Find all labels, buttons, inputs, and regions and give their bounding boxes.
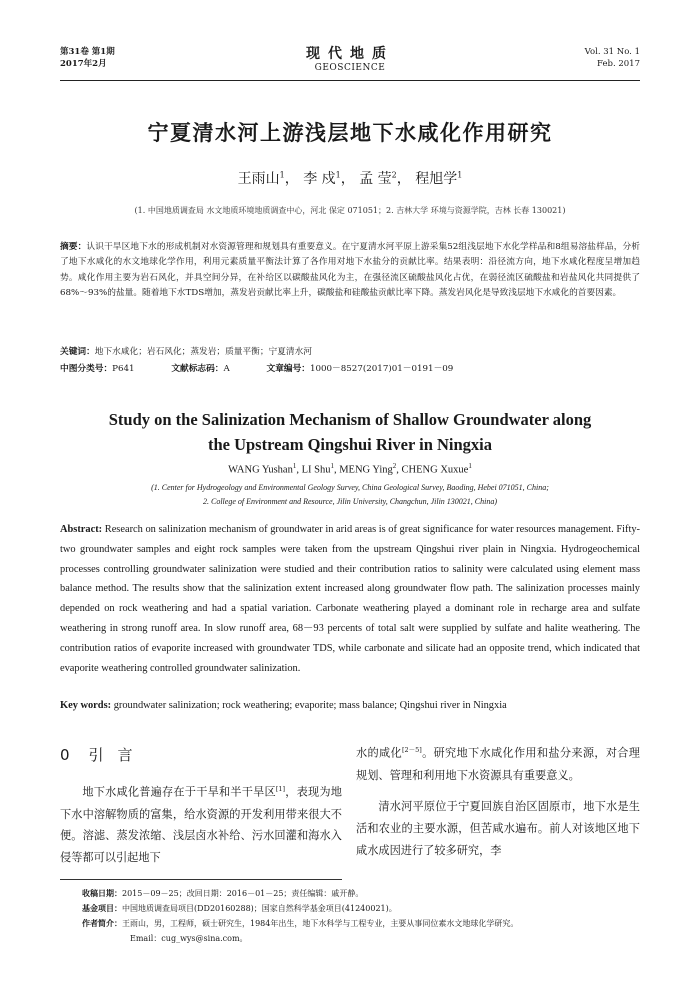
clc-value: P641 — [112, 364, 135, 374]
paper-title-en-line2: the Upstream Qingshui River in Ningxia — [207, 435, 493, 454]
header-volume: 第31卷 第1期 — [60, 47, 115, 57]
abstract-en-text: Research on salinization mechanism of groundwater in arid areas is of great significance for water resources management. Fifty-two groundwater samples and eight rock samples were taken from the upstream Qingshui river plain in Ningxia. Hydrogeochemical processes controlling groundwater salinization were studied and their contribution ratios to salinity were calculated using element mass balance method. The results show that the salinization extent increased along groundwater flow path. The salinization processes mainly depended on rock weathering and had a spatial variation. Carbonate weathering played a dominant role in recharge area and sulfate weathering in strong runoff area. In slow runoff area, 68－93 percents of total salt were supplied by sulfate and halite weathering. The contribution ratios of evaporite increased with groundwater TDS, while carbonate and silicate had an opposite trend, which indicated that evaporite weathering controlled groundwater salinization. — [60, 524, 640, 674]
body-text-run: 水的咸化 — [356, 746, 402, 760]
affiliation-en — [60, 481, 640, 508]
paper-title-en-line1: Study on the Salinization Mechanism of Shallow Groundwater along — [108, 410, 592, 429]
abstract-cn — [60, 240, 640, 302]
author-affil-mark: 1 — [279, 170, 285, 180]
footnote-rule — [60, 879, 342, 880]
keywords-cn-text: 地下水咸化；岩石风化；蒸发岩；质量平衡；宁夏清水河 — [94, 347, 312, 357]
body-paragraph: 清水河平原位于宁夏回族自治区固原市，地下水是生活和农业的主要水源，但苦咸水遍布。前人对该地区地下咸水成因进行了较多研究，李 — [356, 800, 640, 857]
abstract-en-label: Abstract: — [60, 524, 103, 535]
header-date-en: Feb. 2017 — [597, 59, 640, 69]
footnote-email: Email：cug_wys@sina.com。 — [130, 934, 248, 943]
footnote-received-label: 收稿日期： — [82, 888, 122, 898]
body-text-run: 地下水咸化普遍存在于干旱和半干旱区 — [82, 785, 276, 799]
author-affil-mark: 1 — [335, 170, 341, 180]
author-cn: 孟 莹 — [359, 171, 392, 187]
article-number-value: 1000－8527(2017)01－0191－09 — [309, 364, 454, 374]
author-en: LI Shu — [301, 464, 331, 476]
citation: [2－5] — [401, 746, 422, 754]
author-en: MENG Ying — [339, 464, 393, 476]
footnote-author — [82, 916, 640, 931]
footnote-received-text: 2015－09－25；改回日期：2016－01－25；责任编辑：戚开静。 — [122, 889, 364, 898]
author-affil-mark: 1 — [468, 462, 472, 470]
section-number: 0 — [60, 746, 71, 764]
author-en: CHENG Xuxue — [401, 464, 469, 476]
section-heading — [60, 744, 342, 765]
author-affil-mark: 1 — [457, 170, 463, 180]
journal-name-cn: 现代地质 — [306, 46, 394, 62]
abstract-en — [60, 520, 640, 678]
body-paragraph — [60, 779, 342, 869]
footnote-received — [82, 886, 640, 901]
body-paragraph — [356, 740, 640, 786]
header-issue-info-en — [585, 46, 640, 70]
author-en: WANG Yushan — [228, 464, 293, 476]
section-title: 引言 — [88, 746, 147, 764]
author-affil-mark: 2 — [392, 462, 397, 470]
article-number-label: 文章编号： — [266, 364, 310, 374]
journal-name — [60, 46, 640, 75]
affiliation-cn: (1. 中国地质调查局 水文地质环境地质调查中心，河北 保定 071051；2. 吉林大学 环境与资源学院，吉林 长春 130021) — [134, 206, 566, 215]
keywords-en — [60, 697, 640, 715]
affiliation-en-line2: 2. College of Environment and Resource, Jilin University, Changchun, Jilin 130021, China) — [202, 496, 498, 506]
paper-title-cn: 宁夏清水河上游浅层地下水咸化作用研究 — [147, 121, 553, 145]
body-column-right — [356, 740, 640, 862]
footnotes — [82, 886, 640, 946]
doc-code-value: A — [223, 364, 230, 374]
author-affil-mark: 1 — [330, 462, 334, 470]
footnote-fund-text: 中国地质调查局项目(DD20160288)；国家自然科学基金项目(41240021)。 — [122, 904, 397, 913]
abstract-cn-label: 摘要： — [60, 242, 87, 252]
body-column-left — [60, 744, 342, 869]
keywords-cn-label: 关键词： — [60, 347, 95, 357]
header-rule — [60, 80, 640, 81]
header-volume-en: Vol. 31 No. 1 — [584, 47, 640, 57]
citation: [1] — [275, 785, 286, 793]
keywords-en-label: Key words: — [60, 700, 112, 711]
author-cn: 程旭学 — [415, 171, 458, 187]
classification-row — [60, 362, 640, 377]
body-text-run: ，表现为地下水中溶解物质的富集，给水资源的开发利用带来很大不便。溶滤、蒸发浓缩、浅层卤水补给、污水回灌和海水入侵等都可以引起地下 — [60, 785, 342, 865]
header-date: 2017年2月 — [60, 59, 107, 69]
keywords-cn — [60, 345, 640, 360]
paper-title-en — [60, 407, 640, 457]
doc-code-label: 文献标志码： — [171, 364, 224, 374]
author-affil-mark: 2 — [391, 170, 397, 180]
keywords-en-text: groundwater salinization; rock weathering; evaporite; mass balance; Qingshui river in Ningxia — [113, 700, 507, 711]
author-list-cn: 王雨山$^1$， 李 戍$^1$， 孟 莹$^2$， 程旭学$^1$ — [237, 170, 463, 187]
footnote-author-label: 作者简介： — [82, 918, 122, 928]
journal-name-en: GEOSCIENCE — [314, 63, 386, 73]
author-cn: 李 戍 — [303, 171, 336, 187]
footnote-fund — [82, 901, 640, 916]
author-affil-mark: 1 — [292, 462, 297, 470]
author-cn: 王雨山 — [237, 171, 280, 187]
abstract-cn-text: 认识干旱区地下水的形成机制对水资源管理和规划具有重要意义。在宁夏清水河平原上游采集52组浅层地下水化学样品和8组易溶盐样品，分析了地下水咸化的水文地球化学作用，利用元素质量平衡法计算了各作用对地下水盐分的贡献比率。结果表明：沿径流方向，地下水咸化程度呈增加趋势。咸化作用主要为岩石风化，并具空间分异，在补给区以碳酸盐风化为主，在强径流区硫酸盐风化占优，在弱径流区硫酸盐和岩盐风化共同提供了68%～93%的盐量。随着地下水TDS增加，蒸发岩贡献比率上升，碳酸盐和硅酸盐贡献比率下降。蒸发岩风化是导致浅层地下水咸化的首要因素。 — [60, 242, 640, 299]
running-header — [60, 46, 640, 78]
author-list-en: WANG Yushan$^1$, LI Shu$^1$, MENG Ying$^2$, CHENG Xuxue$^1$ — [228, 462, 472, 476]
affiliation-en-line1: (1. Center for Hydrogeology and Environmental Geology Survey, China Geological Survey, Baoding, Hebei 071051, China; — [151, 483, 549, 492]
clc-label: 中图分类号： — [60, 364, 113, 374]
footnote-fund-label: 基金项目： — [82, 903, 122, 913]
body-text-run: 。研究地下水咸化作用和盐分来源，对合理规划、管理和利用地下水资源具有重要意义。 — [356, 746, 640, 782]
footnote-author-text: 王雨山，男，工程师，硕士研究生，1984年出生，地下水科学与工程专业，主要从事同位素水文地球化学研究。 — [122, 919, 519, 928]
